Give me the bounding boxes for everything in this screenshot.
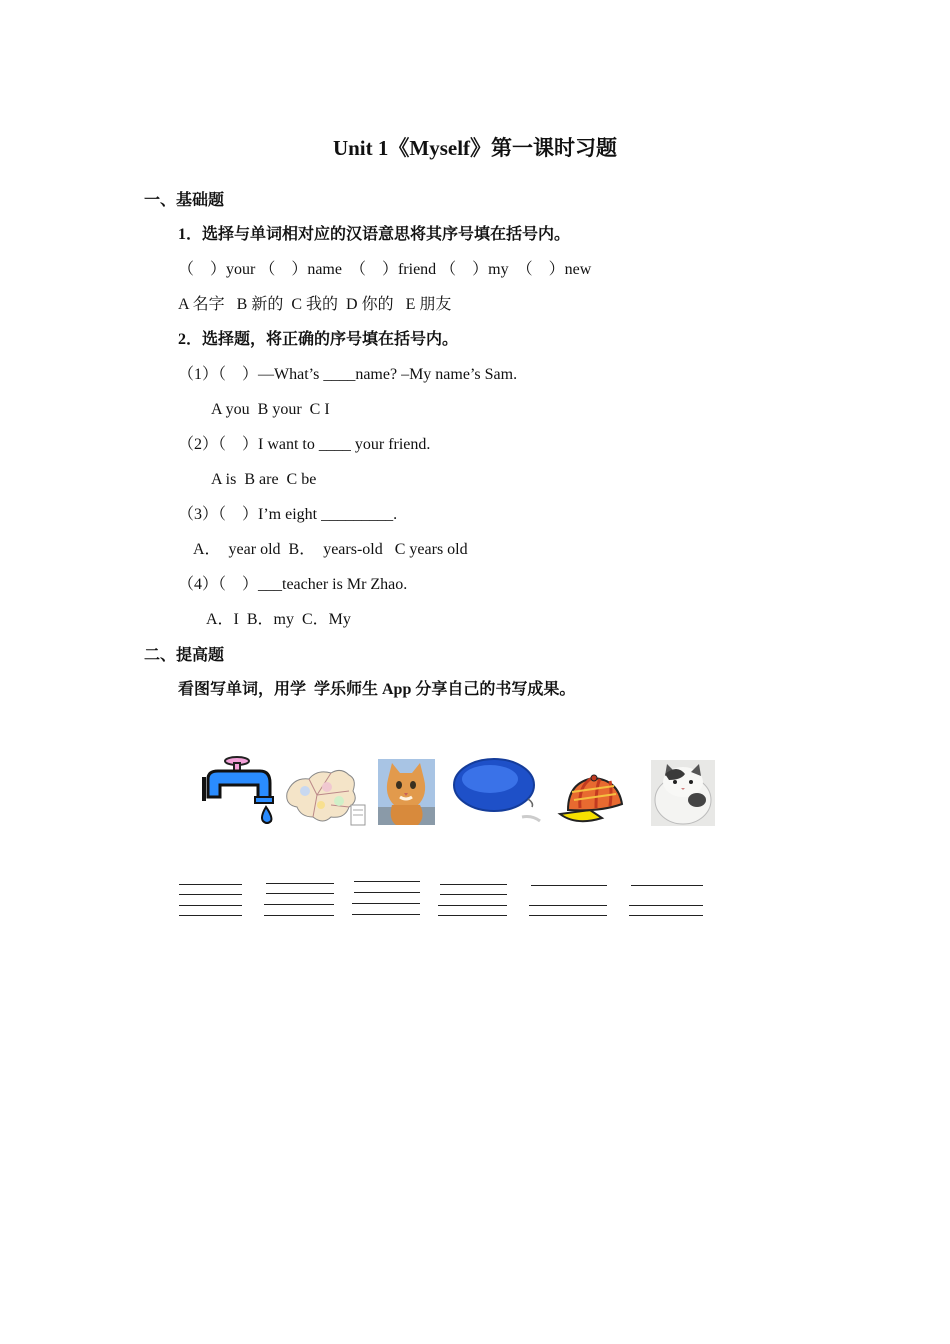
- tap-picture: [200, 755, 276, 827]
- page-title: Unit 1《Myself》第一课时习题: [332, 136, 618, 160]
- q2-item-4-options: A．I B．my C．My: [206, 611, 351, 628]
- frisbee-picture: [452, 755, 542, 827]
- section-2-instruction: 看图写单词，用学 学乐师生 App 分享自己的书写成果。: [178, 681, 576, 698]
- q2-item-3-options: A． year old B． years-old C years old: [193, 541, 468, 558]
- q2-item-4-question: （4）（ ）___teacher is Mr Zhao.: [178, 576, 408, 593]
- q2-prompt: 2．选择题，将正确的序号填在括号内。: [178, 331, 459, 348]
- q1-prompt: 1．选择与单词相对应的汉语意思将其序号填在括号内。: [178, 226, 571, 243]
- map-picture: [283, 765, 367, 827]
- q2-item-2-question: （2）（ ）I want to ____ your friend.: [178, 436, 431, 453]
- q2-item-1-options: A you B your C I: [211, 401, 330, 418]
- cap-picture: [556, 772, 626, 828]
- section-1-heading: 一、基础题: [144, 192, 225, 209]
- q2-item-3-question: （3）（ ）I’m eight _________.: [178, 506, 398, 523]
- fat-cat-picture: [651, 760, 715, 826]
- q2-item-1-question: （1）（ ）—What’s ____name? –My name’s Sam.: [178, 366, 518, 383]
- section-2-heading: 二、提高题: [144, 647, 225, 664]
- cat-picture: [378, 759, 435, 825]
- q1-words-line: （ ）your （ ）name （ ）friend （ ）my （ ）new: [178, 261, 592, 278]
- q1-options-line: A 名字 B 新的 C 我的 D 你的 E 朋友: [178, 296, 452, 313]
- q2-item-2-options: A is B are C be: [211, 471, 317, 488]
